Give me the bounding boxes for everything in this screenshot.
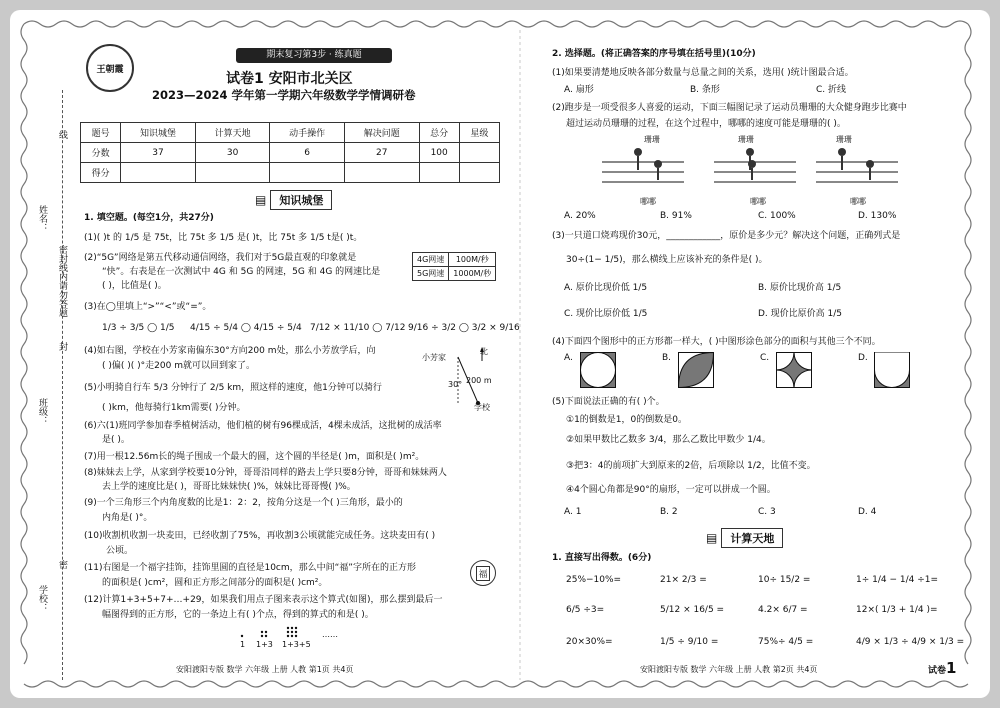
shape-option-d (874, 352, 910, 388)
q1-5b: ( )km，他每骑行1km需要( )分钟。 (102, 403, 246, 413)
q1-2b: “快”。右表是在一次测试中 4G 和 5G 的网速，5G 和 4G 的网速比是 (102, 267, 381, 277)
seal-char-mi: 密 (57, 560, 67, 569)
q2-5-statement: ①1的倒数是1，0的倒数是0。 (566, 415, 687, 425)
book-icon: ▤ (706, 531, 718, 545)
q1-11a: (11)右图是一个福字挂饰，挂饰里圆的直径是10cm，那么中间“福”字所在的正方形 (84, 563, 416, 573)
calc-item: 25%−10%= (566, 575, 622, 585)
shape-option-a (580, 352, 616, 388)
q2-3a: (3)一只道口烧鸡现价30元，____________，原价是多少元？解决这个问题，正确列式是 (552, 231, 901, 241)
score-header-cell: 动手操作 (270, 123, 345, 143)
score-header-cell: 星级 (459, 123, 499, 143)
q1-8a: (8)妹妹去上学，从家到学校要10分钟，哥哥沿同样的路去上学只要8分钟，哥哥和妹妹两人 (84, 468, 447, 478)
speed-label: 4G网速 (413, 253, 449, 267)
calc-heading: 1. 直接写出得数。(6分) (552, 553, 652, 563)
runner-scene-3 (812, 138, 902, 196)
speed-label: 5G网速 (413, 267, 449, 281)
score-cell: 30 (195, 143, 270, 163)
footer-badge-text: 试卷 (928, 666, 947, 676)
q2-5-option[interactable]: A. 1 (564, 507, 582, 517)
q1-10a: (10)收割机收割一块麦田，已经收割了75%，再收割3公顷就能完成任务。这块麦田有( ) (84, 531, 436, 541)
calc-item: 4.2× 6/7 = (758, 605, 808, 615)
q2-3-option[interactable]: A. 原价比现价低 1/5 (564, 283, 648, 293)
q2-2b: 超过运动员珊珊的过程，在这个过程中，哪哪的速度可能是珊珊的( )。 (566, 119, 846, 129)
q1-4b: ( )偏( )( )°走200 m就可以回到家了。 (102, 361, 255, 371)
q1-6a: (6)六(1)班同学参加春季植树活动，他们植的树有96棵成活，4棵未成活，这批树的成活率 (84, 421, 442, 431)
q1-5a: (5)小明骑自行车 5/3 分钟行了 2/5 km，照这样的速度，他1分钟可以骑行 (84, 383, 382, 393)
score-cell: 分数 (81, 143, 121, 163)
dot-label: 1+3+5 (282, 640, 311, 649)
seal-char-xian: 线 (57, 130, 67, 139)
shape-option-c (776, 352, 812, 388)
score-cell: 37 (121, 143, 196, 163)
map-school-label: 学校 (474, 403, 490, 412)
runner-scene-2 (710, 138, 800, 196)
map-angle-label: 30° (448, 380, 463, 389)
name-label: 姓名： (37, 205, 47, 232)
score-input-cell[interactable] (270, 163, 345, 183)
calc-item: 21× 2/3 = (660, 575, 707, 585)
q1-3: (3)在◯里填上“>”“<”或“=”。 (84, 302, 212, 312)
map-distance-label: 200 m (466, 376, 492, 385)
q1-3-item: 7/12 × 11/10 ◯ 7/12 (310, 323, 406, 333)
score-input-cell[interactable] (419, 163, 459, 183)
q1-6b: 是( )。 (102, 435, 130, 445)
score-cell: 得分 (81, 163, 121, 183)
section-title: 知识城堡 (270, 190, 332, 210)
speed-row-5g (413, 267, 496, 281)
calc-item: 5/12 × 16/5 = (660, 605, 725, 615)
q2-2-option[interactable]: D. 130% (858, 211, 897, 221)
q2-5-option[interactable]: D. 4 (858, 507, 877, 517)
dot-label: 1+3 (256, 640, 273, 649)
map-home-label: 小芳家 (422, 353, 446, 362)
section-calculation-world (706, 528, 783, 548)
speed-value: 1000M/秒 (449, 267, 496, 281)
q1-11b: 的面积是( )cm²，圆和正方形之间部分的面积是( )cm²。 (102, 578, 328, 588)
q2-3-option[interactable]: C. 现价比原价低 1/5 (564, 309, 648, 319)
q2-2-option[interactable]: B. 91% (660, 211, 692, 221)
runner-label-bottom: 哪哪 (640, 197, 656, 206)
score-input-cell[interactable] (195, 163, 270, 183)
shape-option-b (678, 352, 714, 388)
q2-3-option[interactable]: D. 现价比原价高 1/5 (758, 309, 842, 319)
q2-3-option[interactable]: B. 原价比现价高 1/5 (758, 283, 842, 293)
fu-ornament (470, 560, 496, 586)
score-input-cell[interactable] (121, 163, 196, 183)
runner-label-bottom: 哪哪 (850, 197, 866, 206)
score-cell: 100 (419, 143, 459, 163)
footer-right: 安阳渡阳专版 数学 六年级 上册 人教 第2页 共4页 (640, 665, 818, 674)
q1-9b: 内角是( )°。 (102, 513, 153, 523)
score-header-cell: 解决问题 (344, 123, 419, 143)
q2-1: (1)如果要清楚地反映各部分数量与总量之间的关系，选用( )统计图最合适。 (552, 68, 854, 78)
q2-3b: 30÷(1− 1/5)，那么横线上应该补充的条件是( )。 (566, 255, 768, 265)
q1-10b: 公顷。 (106, 546, 134, 556)
calc-item: 10÷ 15/2 = (758, 575, 811, 585)
runner-scene-1 (598, 138, 688, 196)
q1-12b: 幅图得到的正方形，它的一条边上有( )个点，得到的算式的和是( )。 (102, 610, 374, 620)
speed-row-4g (413, 253, 496, 267)
q1-2a: (2)“5G”网络是第五代移动通信网络，我们对于5G最直观的印象就是 (84, 253, 357, 263)
section-title: 计算天地 (721, 528, 783, 548)
q1-9a: (9)一个三角形三个内角度数的比是1：2：2，按角分这是一个( )三角形，最小的 (84, 498, 403, 508)
footer-badge (928, 658, 956, 677)
q2-4-option-label[interactable]: C. (760, 353, 770, 363)
binding-line (62, 90, 63, 680)
q2-4-option-label[interactable]: D. (858, 353, 868, 363)
q2-1-option[interactable]: C. 折线 (816, 85, 847, 95)
q2-2a: (2)跑步是一项受很多人喜爱的运动，下面三幅图记录了运动员珊珊的大众健身跑步比赛中 (552, 103, 907, 113)
score-cell (459, 143, 499, 163)
calc-item: 12×( 1/3 + 1/4 )= (856, 605, 938, 615)
q1-heading: 1. 填空题。(每空1分，共27分) (84, 213, 214, 223)
q2-5-statement: ④4个圆心角都是90°的扇形，一定可以拼成一个圆。 (566, 485, 776, 495)
q1-8b: 去上学的速度比是( )，哥哥比妹妹快( )%，妹妹比哥哥慢( )%。 (102, 482, 356, 492)
book-icon: ▤ (255, 193, 267, 207)
q2-2-option[interactable]: C. 100% (758, 211, 796, 221)
calc-item: 1/5 ÷ 9/10 = (660, 637, 719, 647)
calc-item: 20×30%= (566, 637, 613, 647)
score-header-cell: 总分 (419, 123, 459, 143)
score-table-row (81, 163, 500, 183)
paper-title: 试卷1 安阳市北关区 (226, 71, 353, 87)
score-cell: 27 (344, 143, 419, 163)
q2-1-option[interactable]: A. 扇形 (564, 85, 594, 95)
score-table (80, 122, 500, 183)
fu-char: 福 (476, 566, 489, 581)
score-table-header (81, 123, 500, 143)
q2-2-option[interactable]: A. 20% (564, 211, 596, 221)
section-knowledge-castle (255, 190, 332, 210)
logo-text: 王朝霞 (96, 64, 124, 75)
footer-badge-number: 1 (946, 659, 957, 677)
dot-label: …… (322, 630, 338, 639)
q2-4-option-label[interactable]: A. (564, 353, 573, 363)
footer-left: 安阳渡阳专版 数学 六年级 上册 人教 第1页 共4页 (176, 665, 354, 674)
runner-label-top: 珊珊 (836, 135, 852, 144)
q2-5-statement: ②如果甲数比乙数多 3/4，那么乙数比甲数少 1/4。 (566, 435, 771, 445)
class-label: 班级： (37, 398, 47, 425)
q1-7: (7)用一根12.56m长的绳子围成一个最大的圆，这个圆的半径是( )m，面积是( )m²。 (84, 452, 425, 462)
dot-label: 1 (240, 640, 246, 649)
q2-5-option[interactable]: B. 2 (660, 507, 678, 517)
q2-5: (5)下面说法正确的有( )个。 (552, 397, 665, 407)
score-cell: 6 (270, 143, 345, 163)
q1-1: (1)( )t 的 1/5 是 75t，比 75t 多 1/5 是( )t，比 75t 多 1/5 t是( )t。 (84, 233, 363, 243)
calc-item: 75%÷ 4/5 = (758, 637, 814, 647)
review-banner-text: 期末复习第3步 · 练真题 (266, 50, 362, 60)
score-header-cell: 计算天地 (195, 123, 270, 143)
score-input-cell[interactable] (459, 163, 499, 183)
q2-4: (4)下面四个图形中的正方形都一样大，( )中图形涂色部分的面积与其他三个不同。 (552, 337, 881, 347)
calc-item: 4/9 × 1/3 ÷ 4/9 × 1/3 = (856, 637, 965, 647)
runner-label-bottom: 哪哪 (750, 197, 766, 206)
q2-5-option[interactable]: C. 3 (758, 507, 776, 517)
speed-value: 100M/秒 (449, 253, 496, 267)
logo (86, 44, 134, 92)
runner-label-top: 珊珊 (644, 135, 660, 144)
score-header-cell: 知识城堡 (121, 123, 196, 143)
runner-label-top: 珊珊 (738, 135, 754, 144)
q2-5-statement: ③把3：4的前项扩大到原来的2倍，后项除以 1/2，比值不变。 (566, 461, 816, 471)
q1-2c: ( )，比值是( )。 (102, 281, 167, 291)
school-label: 学校： (37, 585, 47, 612)
calc-item: 1÷ 1/4 − 1/4 ÷1= (856, 575, 939, 585)
speed-table (412, 252, 496, 281)
q1-3-item: 4/15 ÷ 5/4 ◯ 4/15 ÷ 5/4 (190, 323, 302, 333)
q2-heading: 2. 选择题。(将正确答案的序号填在括号里)(10分) (552, 49, 756, 59)
map-north-label: 北 (480, 347, 488, 356)
q2-1-option[interactable]: B. 条形 (690, 85, 720, 95)
review-banner (236, 48, 392, 63)
q1-3-item: 1/3 ÷ 3/5 ◯ 1/5 (102, 323, 175, 333)
score-table-row (81, 143, 500, 163)
paper-subtitle: 2023—2024 学年第一学期六年级数学学情调研卷 (152, 88, 416, 102)
q1-3-item: 9/16 ÷ 3/2 ◯ 3/2 × 9/16 (408, 323, 520, 333)
seal-warning: 密封线内请勿答题 (57, 245, 67, 317)
q2-4-option-label[interactable]: B. (662, 353, 672, 363)
q1-12a: (12)计算1+3+5+7+…+29，如果我们用点子图来表示这个算式(如图)，那么摆到最后一 (84, 595, 443, 605)
q1-4a: (4)如右图，学校在小芳家南偏东30°方向200 m处，那么小芳放学后，向 (84, 346, 376, 356)
calc-item: 6/5 ÷3= (566, 605, 605, 615)
score-input-cell[interactable] (344, 163, 419, 183)
score-header-cell: 题号 (81, 123, 121, 143)
seal-char-feng: 封 (57, 342, 67, 351)
